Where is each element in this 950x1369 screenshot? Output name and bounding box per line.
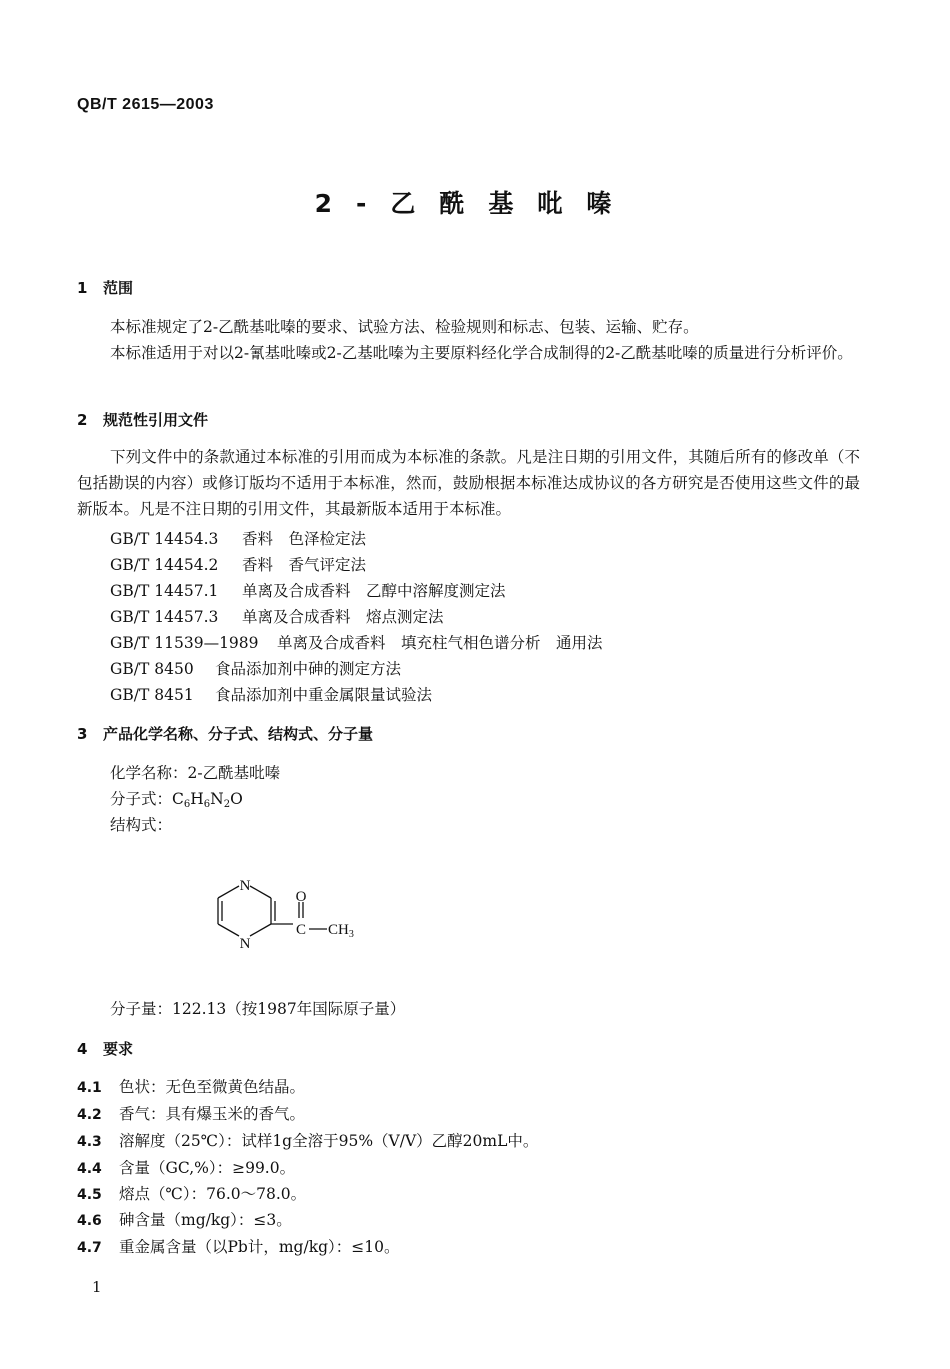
section-title: 规范性引用文件 — [103, 411, 209, 429]
formula-value: $C_6H_6N_2O$ — [172, 790, 243, 810]
ring-nitrogen-bottom: N — [239, 936, 251, 952]
reference-code: GB/T 14454.3 — [110, 530, 219, 548]
reference-item — [110, 631, 603, 653]
section-number: 4 — [77, 1040, 88, 1058]
requirement-number: 4.5 — [77, 1187, 102, 1203]
requirement-item — [77, 1102, 305, 1124]
section-4-heading — [77, 1038, 133, 1059]
reference-title: 单离及合成香料 乙醇中溶解度测定法 — [242, 582, 506, 600]
reference-item — [110, 527, 366, 549]
carbonyl-carbon: C — [295, 922, 307, 938]
requirement-number: 4.4 — [77, 1161, 102, 1177]
section-3-heading — [77, 723, 373, 744]
chemical-name — [110, 760, 280, 786]
requirement-item — [77, 1075, 305, 1097]
reference-code: GB/T 14454.2 — [110, 556, 219, 574]
section-title: 产品化学名称、分子式、结构式、分子量 — [103, 725, 374, 743]
requirement-item — [77, 1208, 292, 1230]
reference-title: 食品添加剂中砷的测定方法 — [215, 660, 402, 678]
section-1-heading — [77, 277, 133, 298]
molecular-weight-label: 分子量： — [110, 1000, 173, 1018]
reference-item — [110, 657, 401, 679]
carbonyl-oxygen: O — [295, 889, 307, 905]
requirement-text: 砷含量（mg/kg）：≤3。 — [119, 1211, 292, 1229]
requirement-number: 4.7 — [77, 1240, 102, 1256]
requirement-text: 熔点（℃）：76.0～78.0。 — [119, 1185, 307, 1203]
section-number: 2 — [77, 411, 88, 429]
reference-code: GB/T 11539—1989 — [110, 634, 259, 652]
section-title: 范围 — [103, 279, 134, 297]
molecular-weight — [110, 996, 405, 1022]
reference-code: GB/T 14457.3 — [110, 608, 219, 626]
reference-item — [110, 553, 366, 575]
reference-title: 香料 色泽检定法 — [242, 530, 367, 548]
section-number: 1 — [77, 279, 88, 297]
reference-title: 食品添加剂中重金属限量试验法 — [215, 686, 433, 704]
structural-formula — [205, 868, 385, 958]
requirement-item — [77, 1182, 306, 1204]
section-2-heading — [77, 409, 208, 430]
requirement-item — [77, 1235, 399, 1257]
section-1-paragraph-1: 本标准规定了2-乙酰基吡嗪的要求、试验方法、检验规则和标志、包装、运输、贮存。 — [110, 318, 699, 336]
formula-label: 分子式： — [110, 790, 173, 808]
reference-item — [110, 605, 444, 627]
requirement-text: 色状：无色至微黄色结晶。 — [119, 1078, 306, 1096]
requirement-number: 4.3 — [77, 1134, 102, 1150]
reference-title: 香料 香气评定法 — [242, 556, 367, 574]
requirement-text: 香气：具有爆玉米的香气。 — [119, 1105, 306, 1123]
chemical-name-label: 化学名称： — [110, 764, 188, 782]
reference-item — [110, 683, 432, 705]
requirement-text: 含量（GC,%）：≥99.0。 — [119, 1159, 296, 1177]
page-number: 1 — [92, 1278, 102, 1296]
section-title: 要求 — [103, 1040, 134, 1058]
ring-nitrogen-top: N — [239, 878, 251, 894]
document-title: 2-乙酰基吡嗪 — [314, 189, 636, 218]
requirement-text: 溶解度（25℃）：试样1g全溶于95%（V/V）乙醇20mL中。 — [119, 1132, 539, 1150]
molecular-weight-value: 122.13（按1987年国际原子量） — [172, 1000, 406, 1018]
structure-label: 结构式： — [110, 816, 173, 834]
reference-code: GB/T 14457.1 — [110, 582, 219, 600]
requirement-number: 4.6 — [77, 1213, 102, 1229]
reference-item — [110, 579, 506, 601]
section-2-intro: 下列文件中的条款通过本标准的引用而成为本标准的条款。凡是注日期的引用文件，其随后所有的修改单（不包括勘误的内容）或修订版均不适用于本标准，然而，鼓励根据本标准达成协议的各方研究是否使用这些文件的最新版本。凡是不注日期的引用文件，其最新版本适用于本标准。 — [77, 448, 860, 518]
standard-code: QB/T 2615—2003 — [77, 96, 214, 113]
requirement-item — [77, 1156, 295, 1178]
reference-code: GB/T 8451 — [110, 686, 194, 704]
requirement-number: 4.1 — [77, 1080, 102, 1096]
requirement-number: 4.2 — [77, 1107, 102, 1123]
section-1-paragraph-2: 本标准适用于对以2-氰基吡嗪或2-乙基吡嗪为主要原料经化学合成制得的2-乙酰基吡嗪的质量进行分析评价。 — [110, 344, 853, 362]
reference-title: 单离及合成香料 熔点测定法 — [242, 608, 444, 626]
reference-title: 单离及合成香料 填充柱气相色谱分析 通用法 — [277, 634, 603, 652]
chemical-name-value: 2-乙酰基吡嗪 — [187, 764, 281, 782]
requirement-item — [77, 1129, 538, 1151]
methyl-group: $CH_3$ — [328, 922, 354, 940]
section-number: 3 — [77, 725, 88, 743]
reference-code: GB/T 8450 — [110, 660, 194, 678]
requirement-text: 重金属含量（以Pb计，mg/kg）：≤10。 — [119, 1238, 400, 1256]
